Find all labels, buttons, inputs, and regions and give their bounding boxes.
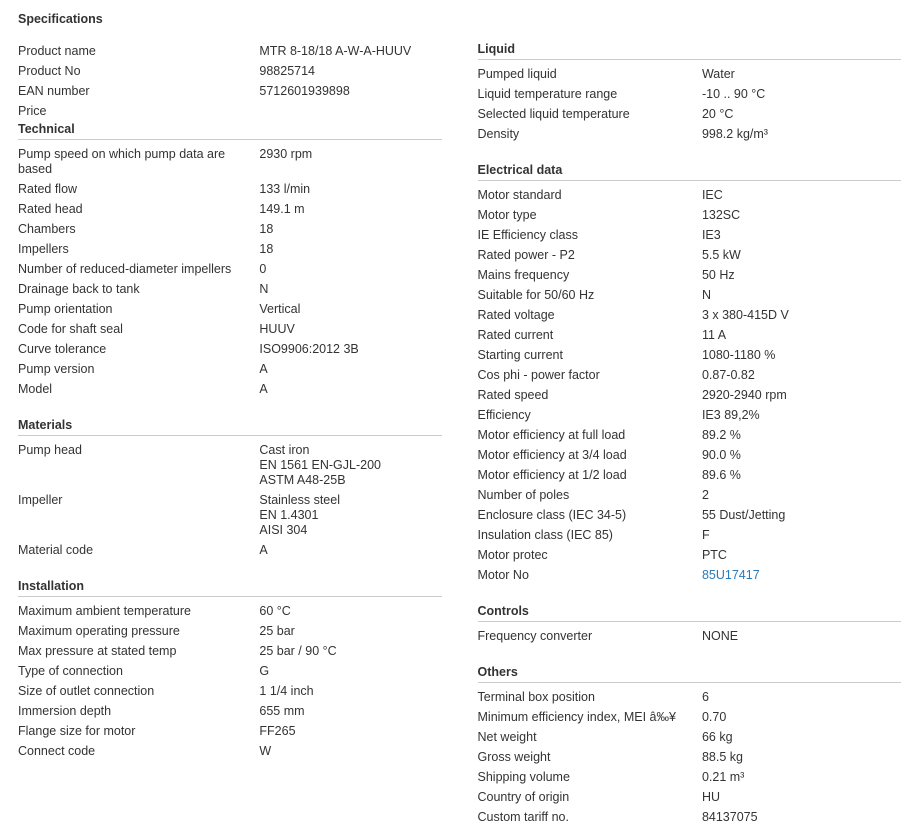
spec-row [478,226,902,246]
spec-value-size-of-outlet-connection: 1 1/4 inch [259,684,314,698]
page-title: Specifications [18,12,103,26]
spec-row [18,702,442,722]
spec-value-mains-frequency: 50 Hz [701,268,735,282]
spec-row [478,65,902,85]
spec-row [478,728,902,748]
spec-row [478,486,902,506]
spec-label-minimum-efficiency-index-mei: Minimum efficiency index, MEI â‰¥ [477,710,676,724]
spec-row [478,266,902,286]
spec-value-pumped-liquid: Water [701,67,735,81]
spec-label-code-for-shaft-seal: Code for shaft seal [18,322,123,336]
spec-value-maximum-ambient-temperature: 60 °C [259,604,291,618]
table-body [478,186,902,586]
spec-value-line: ASTM A48-25B [259,473,346,487]
spec-row [18,662,442,682]
spec-value-line: Stainless steel [259,493,340,507]
table-technical [18,145,442,400]
spec-row [478,206,902,226]
spec-label-size-of-outlet-connection: Size of outlet connection [18,684,155,698]
spec-row [18,320,442,340]
spec-label-rated-speed: Rated speed [477,388,549,402]
spec-value-cos-phi-power-factor: 0.87-0.82 [701,368,755,382]
spec-row [478,186,902,206]
spec-label-impeller: Impeller [18,493,63,507]
spec-row [478,466,902,486]
spec-value-motor-efficiency-at-3-4-load: 90.0 % [701,448,741,462]
spec-value-motor-standard: IEC [701,188,723,202]
spec-label-ean-number: EAN number [18,84,90,98]
spec-label-pump-version: Pump version [18,362,95,376]
spec-value-minimum-efficiency-index-mei: 0.70 [701,710,727,724]
section-installation [18,579,442,762]
spec-label-insulation-class-iec-85: Insulation class (IEC 85) [477,528,613,542]
spec-label-chambers: Chambers [18,222,76,236]
table-liquid [478,65,902,145]
spec-row [18,145,442,180]
spec-label-rated-flow: Rated flow [18,182,78,196]
spec-value-pump-orientation: Vertical [259,302,301,316]
spec-value-impeller [259,491,441,541]
spec-label-motor-type: Motor type [477,208,537,222]
spec-row [18,200,442,220]
spec-label-enclosure-class-iec-34-5: Enclosure class (IEC 34-5) [477,508,627,522]
spec-row [478,788,902,808]
spec-value-rated-head: 149.1 m [259,202,305,216]
two-column-layout [14,42,909,828]
spec-label-immersion-depth: Immersion depth [18,704,112,718]
spec-value-starting-current: 1080-1180 % [701,348,776,362]
spec-label-connect-code: Connect code [18,744,96,758]
spec-value-custom-tariff-no: 84137075 [701,810,758,824]
spec-row [18,682,442,702]
spec-row [18,622,442,642]
spec-row [478,506,902,526]
spec-row [478,688,902,708]
spec-value-rated-flow: 133 l/min [259,182,311,196]
spec-value-link-motor-no[interactable]: 85U17417 [701,568,760,582]
spec-row [478,306,902,326]
section-others [478,665,902,828]
spec-value-line: Cast iron [259,443,310,457]
intro-section [18,42,442,122]
spec-value-flange-size-for-motor: FF265 [259,724,296,738]
spec-row [18,340,442,360]
spec-value-gross-weight: 88.5 kg [701,750,743,764]
spec-label-motor-efficiency-at-full-load: Motor efficiency at full load [477,428,626,442]
spec-label-curve-tolerance: Curve tolerance [18,342,107,356]
spec-label-pump-head: Pump head [18,443,82,457]
spec-value-model: A [259,382,268,396]
spec-value-curve-tolerance: ISO9906:2012 3B [259,342,359,356]
spec-row [18,42,442,62]
spec-value-enclosure-class-iec-34-5: 55 Dust/Jetting [701,508,786,522]
spec-value-rated-voltage: 3 x 380-415D V [701,308,789,322]
spec-label-product-name: Product name [18,44,96,58]
spec-label-maximum-operating-pressure: Maximum operating pressure [18,624,180,638]
spec-value-number-of-reduced-diameter-impellers: 0 [259,262,267,276]
spec-row [18,360,442,380]
spec-label-suitable-for-50-60-hz: Suitable for 50/60 Hz [477,288,595,302]
section-heading-electrical-data: Electrical data [478,163,902,181]
spec-label-material-code: Material code [18,543,94,557]
spec-value-material-code: A [259,543,268,557]
spec-value-rated-speed: 2920-2940 rpm [701,388,787,402]
spec-label-cos-phi-power-factor: Cos phi - power factor [477,368,600,382]
spec-value-line: AISI 304 [259,523,308,537]
spec-value-suitable-for-50-60-hz: N [701,288,711,302]
spec-row [18,742,442,762]
spec-value-selected-liquid-temperature: 20 °C [701,107,734,121]
spec-value-price [259,102,441,122]
spec-value-chambers: 18 [259,222,274,236]
spec-row [18,260,442,280]
section-liquid [478,42,902,145]
spec-value-rated-current: 11 A [701,328,727,342]
spec-label-price: Price [18,104,47,118]
spec-row [18,300,442,320]
table-body [478,627,902,647]
section-heading-installation: Installation [18,579,442,597]
spec-value-country-of-origin: HU [701,790,721,804]
spec-row [478,286,902,306]
spec-row [18,180,442,200]
spec-row [18,602,442,622]
spec-value-product-no: 98825714 [259,64,316,78]
spec-value-net-weight: 66 kg [701,730,733,744]
spec-row [478,546,902,566]
spec-row [478,366,902,386]
spec-row [478,768,902,788]
table-body [478,65,902,145]
spec-label-mains-frequency: Mains frequency [477,268,570,282]
spec-label-maximum-ambient-temperature: Maximum ambient temperature [18,604,191,618]
spec-label-net-weight: Net weight [477,730,537,744]
section-materials [18,418,442,561]
spec-value-motor-protec: PTC [701,548,727,562]
spec-label-rated-head: Rated head [18,202,83,216]
spec-value-density: 998.2 kg/m³ [701,127,768,141]
spec-row [18,220,442,240]
spec-value-number-of-poles: 2 [701,488,709,502]
spec-label-custom-tariff-no: Custom tariff no. [477,810,569,824]
spec-label-motor-no: Motor No [477,568,529,582]
section-heading-others: Others [478,665,902,683]
table-electrical-data [478,186,902,586]
spec-value-insulation-class-iec-85: F [701,528,710,542]
spec-row [18,642,442,662]
spec-value-drainage-back-to-tank: N [259,282,269,296]
spec-row [18,380,442,400]
spec-value-motor-efficiency-at-1-2-load: 89.6 % [701,468,741,482]
table-installation [18,602,442,762]
spec-label-product-no: Product No [18,64,81,78]
intro-table-body [18,42,442,122]
spec-value-immersion-depth: 655 mm [259,704,305,718]
table-body [478,688,902,828]
spec-label-pumped-liquid: Pumped liquid [477,67,557,81]
spec-row [478,346,902,366]
spec-value-rated-power-p2: 5.5 kW [701,248,741,262]
table-others [478,688,902,828]
spec-value-motor-efficiency-at-full-load: 89.2 % [701,428,741,442]
spec-label-density: Density [477,127,520,141]
spec-row [478,808,902,828]
section-heading-technical: Technical [18,122,442,140]
section-electrical-data [478,163,902,586]
spec-value-pump-head [259,441,441,491]
spec-value-liquid-temperature-range: -10 .. 90 °C [701,87,766,101]
spec-row [478,426,902,446]
spec-row [18,280,442,300]
table-controls [478,627,902,647]
spec-label-number-of-poles: Number of poles [477,488,570,502]
spec-label-efficiency: Efficiency [477,408,531,422]
spec-value-impellers: 18 [259,242,274,256]
spec-row [18,541,442,561]
section-heading-liquid: Liquid [478,42,902,60]
spec-label-shipping-volume: Shipping volume [477,770,570,784]
spec-label-flange-size-for-motor: Flange size for motor [18,724,136,738]
spec-row [18,441,442,491]
spec-value-line: EN 1561 EN-GJL-200 [259,458,381,472]
spec-value-code-for-shaft-seal: HUUV [259,322,295,336]
spec-row [478,386,902,406]
right-column [462,42,910,828]
spec-value-type-of-connection: G [259,664,270,678]
spec-value-ean-number: 5712601939898 [259,84,350,98]
spec-label-impellers: Impellers [18,242,69,256]
spec-label-motor-efficiency-at-1-2-load: Motor efficiency at 1/2 load [477,468,627,482]
intro-table [18,42,442,122]
spec-value-efficiency: IE3 89,2% [701,408,760,422]
spec-label-motor-protec: Motor protec [477,548,548,562]
spec-label-country-of-origin: Country of origin [477,790,570,804]
spec-row [478,105,902,125]
spec-row [478,446,902,466]
spec-row [478,566,902,586]
spec-label-type-of-connection: Type of connection [18,664,123,678]
spec-label-max-pressure-at-stated-temp: Max pressure at stated temp [18,644,177,658]
spec-value-motor-no [702,566,901,586]
section-technical [18,122,442,400]
spec-value-maximum-operating-pressure: 25 bar [259,624,295,638]
spec-row [478,246,902,266]
spec-value-ie-efficiency-class: IE3 [701,228,721,242]
spec-label-rated-current: Rated current [477,328,554,342]
spec-row [18,62,442,82]
spec-label-model: Model [18,382,53,396]
spec-value-pump-speed-on-which-pump-data-are-based: 2930 rpm [259,147,313,161]
left-column [14,42,462,762]
right-sections [478,42,902,828]
spec-label-starting-current: Starting current [477,348,563,362]
spec-value-product-name: MTR 8-18/18 A-W-A-HUUV [259,44,412,58]
table-materials [18,441,442,561]
section-heading-controls: Controls [478,604,902,622]
spec-label-frequency-converter: Frequency converter [477,629,593,643]
spec-row [18,102,442,122]
table-body [18,441,442,561]
spec-row [18,240,442,260]
spec-label-drainage-back-to-tank: Drainage back to tank [18,282,140,296]
spec-label-rated-power-p2: Rated power - P2 [477,248,575,262]
spec-label-liquid-temperature-range: Liquid temperature range [477,87,618,101]
spec-value-connect-code: W [259,744,272,758]
spec-label-number-of-reduced-diameter-impellers: Number of reduced-diameter impellers [18,262,232,276]
table-body [18,145,442,400]
spec-label-gross-weight: Gross weight [477,750,551,764]
spec-value-terminal-box-position: 6 [701,690,709,704]
spec-row [18,491,442,541]
spec-row [478,526,902,546]
spec-value-frequency-converter: NONE [701,629,739,643]
spec-value-pump-version: A [259,362,268,376]
spec-row [18,722,442,742]
spec-row [478,406,902,426]
section-heading-materials: Materials [18,418,442,436]
spec-row [478,627,902,647]
spec-label-motor-standard: Motor standard [477,188,562,202]
spec-value-shipping-volume: 0.21 m³ [701,770,745,784]
spec-label-motor-efficiency-at-3-4-load: Motor efficiency at 3/4 load [477,448,627,462]
spec-value-line: EN 1.4301 [259,508,319,522]
table-body [18,602,442,762]
spec-value-motor-type: 132SC [701,208,741,222]
spec-row [18,82,442,102]
spec-label-rated-voltage: Rated voltage [477,308,555,322]
spec-row [478,125,902,145]
spec-label-pump-speed-on-which-pump-data-are-based: Pump speed on which pump data are based [18,147,226,176]
section-controls [478,604,902,647]
spec-row [478,326,902,346]
spec-label-ie-efficiency-class: IE Efficiency class [477,228,579,242]
spec-label-pump-orientation: Pump orientation [18,302,113,316]
spec-row [478,708,902,728]
spec-label-selected-liquid-temperature: Selected liquid temperature [477,107,630,121]
left-sections [18,122,442,762]
spec-label-terminal-box-position: Terminal box position [477,690,595,704]
spec-row [478,85,902,105]
spec-row [478,748,902,768]
spec-value-max-pressure-at-stated-temp: 25 bar / 90 °C [259,644,337,658]
